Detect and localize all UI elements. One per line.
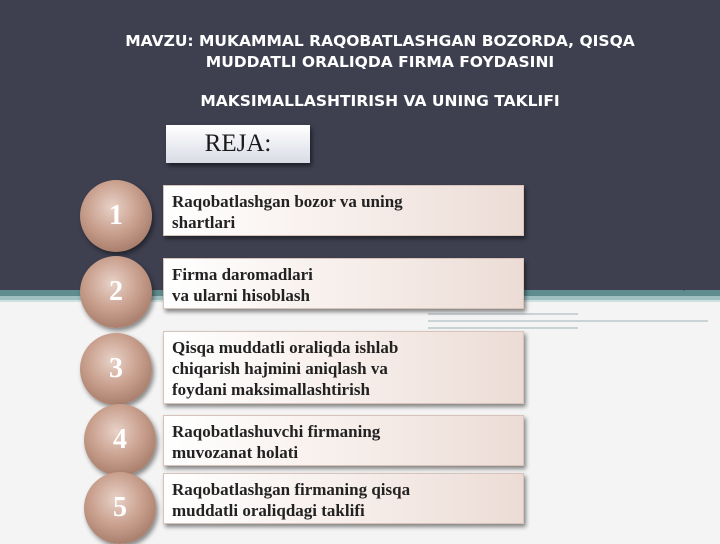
item-number-circle: 2 xyxy=(80,256,152,328)
decorative-line xyxy=(428,313,578,315)
decorative-line xyxy=(428,320,708,322)
item-number-circle: 1 xyxy=(80,180,152,252)
reja-label-box: REJA: xyxy=(166,125,310,163)
slide-title-line-3: MAKSIMALLASHTIRISH VA UNING TAKLIFI xyxy=(200,92,560,110)
stripe-pointer-decoration xyxy=(676,282,692,291)
item-number-circle: 5 xyxy=(84,472,156,544)
plan-item: Firma daromadlari va ularni hisoblash xyxy=(163,258,524,309)
plan-item: Raqobatlashgan bozor va uning shartlari xyxy=(163,185,524,236)
plan-item: Qisqa muddatli oraliqda ishlab chiqarish hajmini aniqlash va foydani maksimallashtirish xyxy=(163,331,524,404)
decorative-line xyxy=(428,327,578,329)
slide-title-line-1: MAVZU: MUKAMMAL RAQOBATLASHGAN BOZORDA, QISQA xyxy=(125,32,635,50)
plan-item: Raqobatlashgan firmaning qisqa muddatli oraliqdagi taklifi xyxy=(163,473,524,524)
item-number-circle: 4 xyxy=(84,404,156,476)
slide-title-line-2: MUDDATLI ORALIQDA FIRMA FOYDASINI xyxy=(205,53,555,71)
item-number-circle: 3 xyxy=(80,333,152,405)
plan-item: Raqobatlashuvchi firmaning muvozanat holati xyxy=(163,415,524,466)
